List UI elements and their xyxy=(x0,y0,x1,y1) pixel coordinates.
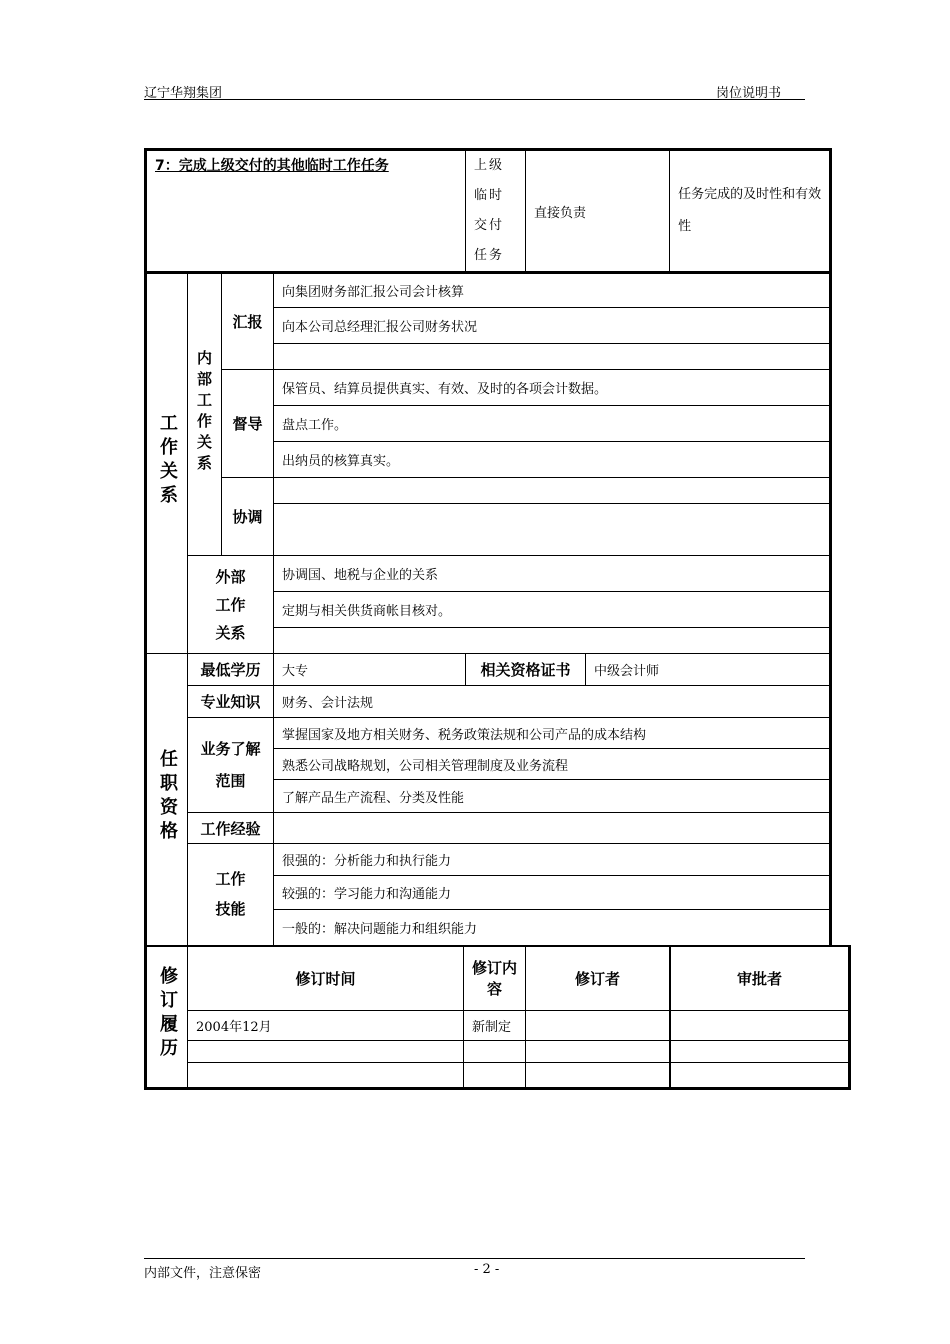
revision-cell: 2004年12月 xyxy=(188,1010,464,1040)
report-item: 向本公司总经理汇报公司财务状况 xyxy=(274,308,831,344)
revision-cell xyxy=(464,1062,526,1088)
revision-header-time: 修订时间 xyxy=(188,946,464,1011)
duty-title: 7：完成上级交付的其他临时工作任务 xyxy=(155,158,389,174)
knowledge-value: 财务、会计法规 xyxy=(274,686,831,718)
internal-relations-label: 内部工作关系 xyxy=(188,273,222,556)
revision-cell: 新制定 xyxy=(464,1010,526,1040)
education-label: 最低学历 xyxy=(188,654,274,686)
knowledge-label: 专业知识 xyxy=(188,686,274,718)
header-divider xyxy=(144,99,805,100)
business-item: 熟悉公司战略规划，公司相关管理制度及业务流程 xyxy=(274,749,831,780)
footer-confidential: 内部文件，注意保密 xyxy=(144,1266,262,1281)
supervise-item: 保管员、结算员提供真实、有效、及时的各项会计数据。 xyxy=(274,370,831,406)
supervise-label: 督导 xyxy=(222,370,274,478)
skill-item: 一般的：解决问题能力和组织能力 xyxy=(274,910,831,946)
revision-cell xyxy=(671,1062,850,1088)
report-item: 向集团财务部汇报公司会计核算 xyxy=(274,273,831,308)
revision-cell xyxy=(464,1040,526,1062)
supervise-item: 盘点工作。 xyxy=(274,406,831,442)
revision-cell xyxy=(671,1040,850,1062)
revision-row xyxy=(146,1040,850,1062)
coordinate-item xyxy=(274,504,831,556)
revision-row xyxy=(146,1062,850,1088)
supervise-item: 出纳员的核算真实。 xyxy=(274,442,831,478)
duty-standard: 任务完成的及时性和有效性 xyxy=(670,150,831,273)
external-item: 协调国、地税与企业的关系 xyxy=(274,556,831,592)
revision-header-reviser: 修订者 xyxy=(526,946,670,1011)
external-relations-label: 外部 工作 关系 xyxy=(188,556,274,654)
duty-row xyxy=(146,150,850,273)
certificate-value: 中级会计师 xyxy=(586,654,831,686)
job-description-table xyxy=(144,148,851,1090)
experience-label: 工作经验 xyxy=(188,813,274,844)
report-label: 汇报 xyxy=(222,273,274,370)
revision-cell xyxy=(526,1040,670,1062)
work-relations-label: 工作关系 xyxy=(146,273,188,654)
header-company: 辽宁华翔集团 xyxy=(144,86,223,101)
coordinate-item xyxy=(274,478,831,504)
qualifications-label: 任职资格 xyxy=(146,654,188,946)
skills-label: 工作 技能 xyxy=(188,844,274,946)
footer-divider xyxy=(144,1258,805,1259)
certificate-label: 相关资格证书 xyxy=(466,654,586,686)
revision-cell xyxy=(188,1040,464,1062)
revision-label: 修订履历 xyxy=(146,946,188,1089)
revision-cell xyxy=(526,1062,670,1088)
education-value: 大专 xyxy=(274,654,466,686)
experience-value xyxy=(274,813,831,844)
external-item: 定期与相关供货商帐目核对。 xyxy=(274,592,831,628)
revision-cell xyxy=(671,1010,850,1040)
skill-item: 很强的：分析能力和执行能力 xyxy=(274,844,831,876)
revision-header-content: 修订内容 xyxy=(464,946,526,1011)
page-number: - 2 - xyxy=(474,1262,500,1277)
header-doc-title: 岗位说明书 xyxy=(716,86,782,101)
duty-source: 上级临时交付任务 xyxy=(466,150,526,273)
coordinate-label: 协调 xyxy=(222,478,274,556)
revision-header-approver: 审批者 xyxy=(671,946,850,1011)
duty-responsibility: 直接负责 xyxy=(526,150,670,273)
revision-cell xyxy=(188,1062,464,1088)
business-item: 了解产品生产流程、分类及性能 xyxy=(274,780,831,813)
business-scope-label: 业务了解 范围 xyxy=(188,718,274,813)
external-item-empty xyxy=(274,628,831,654)
report-item xyxy=(274,344,831,370)
revision-cell xyxy=(526,1010,670,1040)
skill-item: 较强的：学习能力和沟通能力 xyxy=(274,876,831,910)
business-item: 掌握国家及地方相关财务、税务政策法规和公司产品的成本结构 xyxy=(274,718,831,749)
revision-row xyxy=(146,1010,850,1040)
